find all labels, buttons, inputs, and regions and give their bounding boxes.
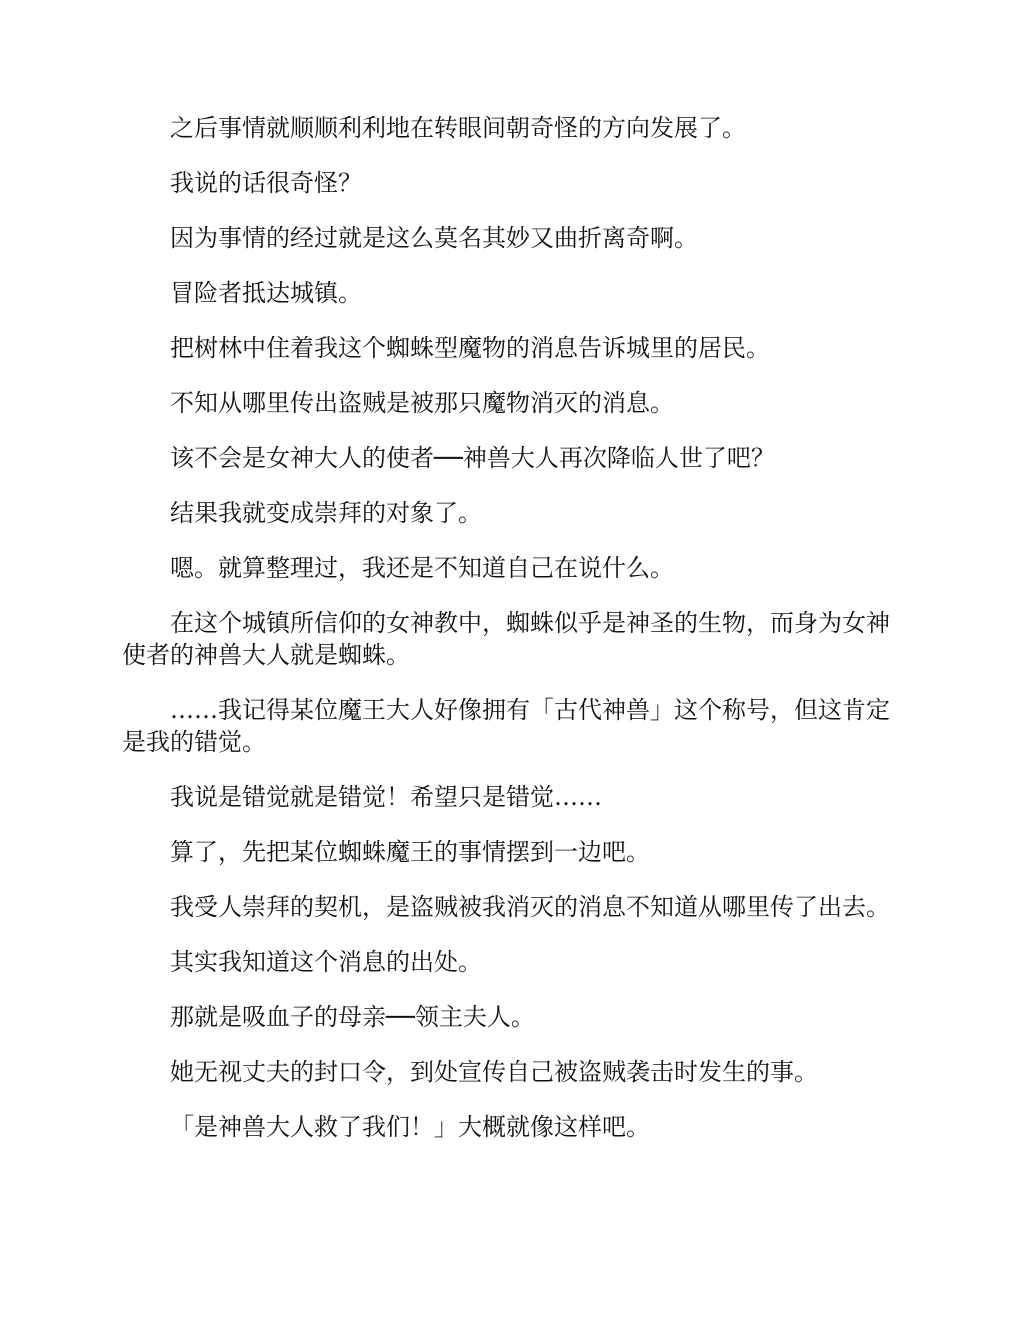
paragraph: 不知从哪里传出盗贼是被那只魔物消灭的消息。 [170,389,674,417]
paragraph: 该不会是女神大人的使者──神兽大人再次降临人世了吧？ [170,444,775,472]
paragraph: 在这个城镇所信仰的女神教中，蜘蛛似乎是神圣的生物，而身为女神使者的神兽大人就是蜘蛛。 [122,609,890,669]
paragraph: 「是神兽大人救了我们！」大概就像这样吧。 [170,1113,650,1141]
paragraph: 之后事情就顺顺利利地在转眼间朝奇怪的方向发展了。 [170,114,746,142]
paragraph: 我受人崇拜的契机，是盗贼被我消灭的消息不知道从哪里传了出去。 [170,893,890,921]
document-body [122,112,898,1166]
paragraph: 嗯。就算整理过，我还是不知道自己在说什么。 [170,554,674,582]
paragraph: 我说是错觉就是错觉！希望只是错觉…… [170,783,602,811]
paragraph: 那就是吸血子的母亲──领主夫人。 [170,1003,535,1031]
paragraph: 结果我就变成崇拜的对象了。 [170,499,482,527]
paragraph: 她无视丈夫的封口令，到处宣传自己被盗贼袭击时发生的事。 [170,1058,818,1086]
paragraph: 算了，先把某位蜘蛛魔王的事情摆到一边吧。 [170,838,650,866]
paragraph: 把树林中住着我这个蜘蛛型魔物的消息告诉城里的居民。 [170,334,770,362]
paragraph: 因为事情的经过就是这么莫名其妙又曲折离奇啊。 [170,224,698,252]
paragraph: ……我记得某位魔王大人好像拥有「古代神兽」这个称号，但这肯定是我的错觉。 [122,696,890,756]
paragraph: 其实我知道这个消息的出处。 [170,948,482,976]
paragraph: 冒险者抵达城镇。 [170,279,362,307]
paragraph: 我说的话很奇怪？ [170,169,362,197]
